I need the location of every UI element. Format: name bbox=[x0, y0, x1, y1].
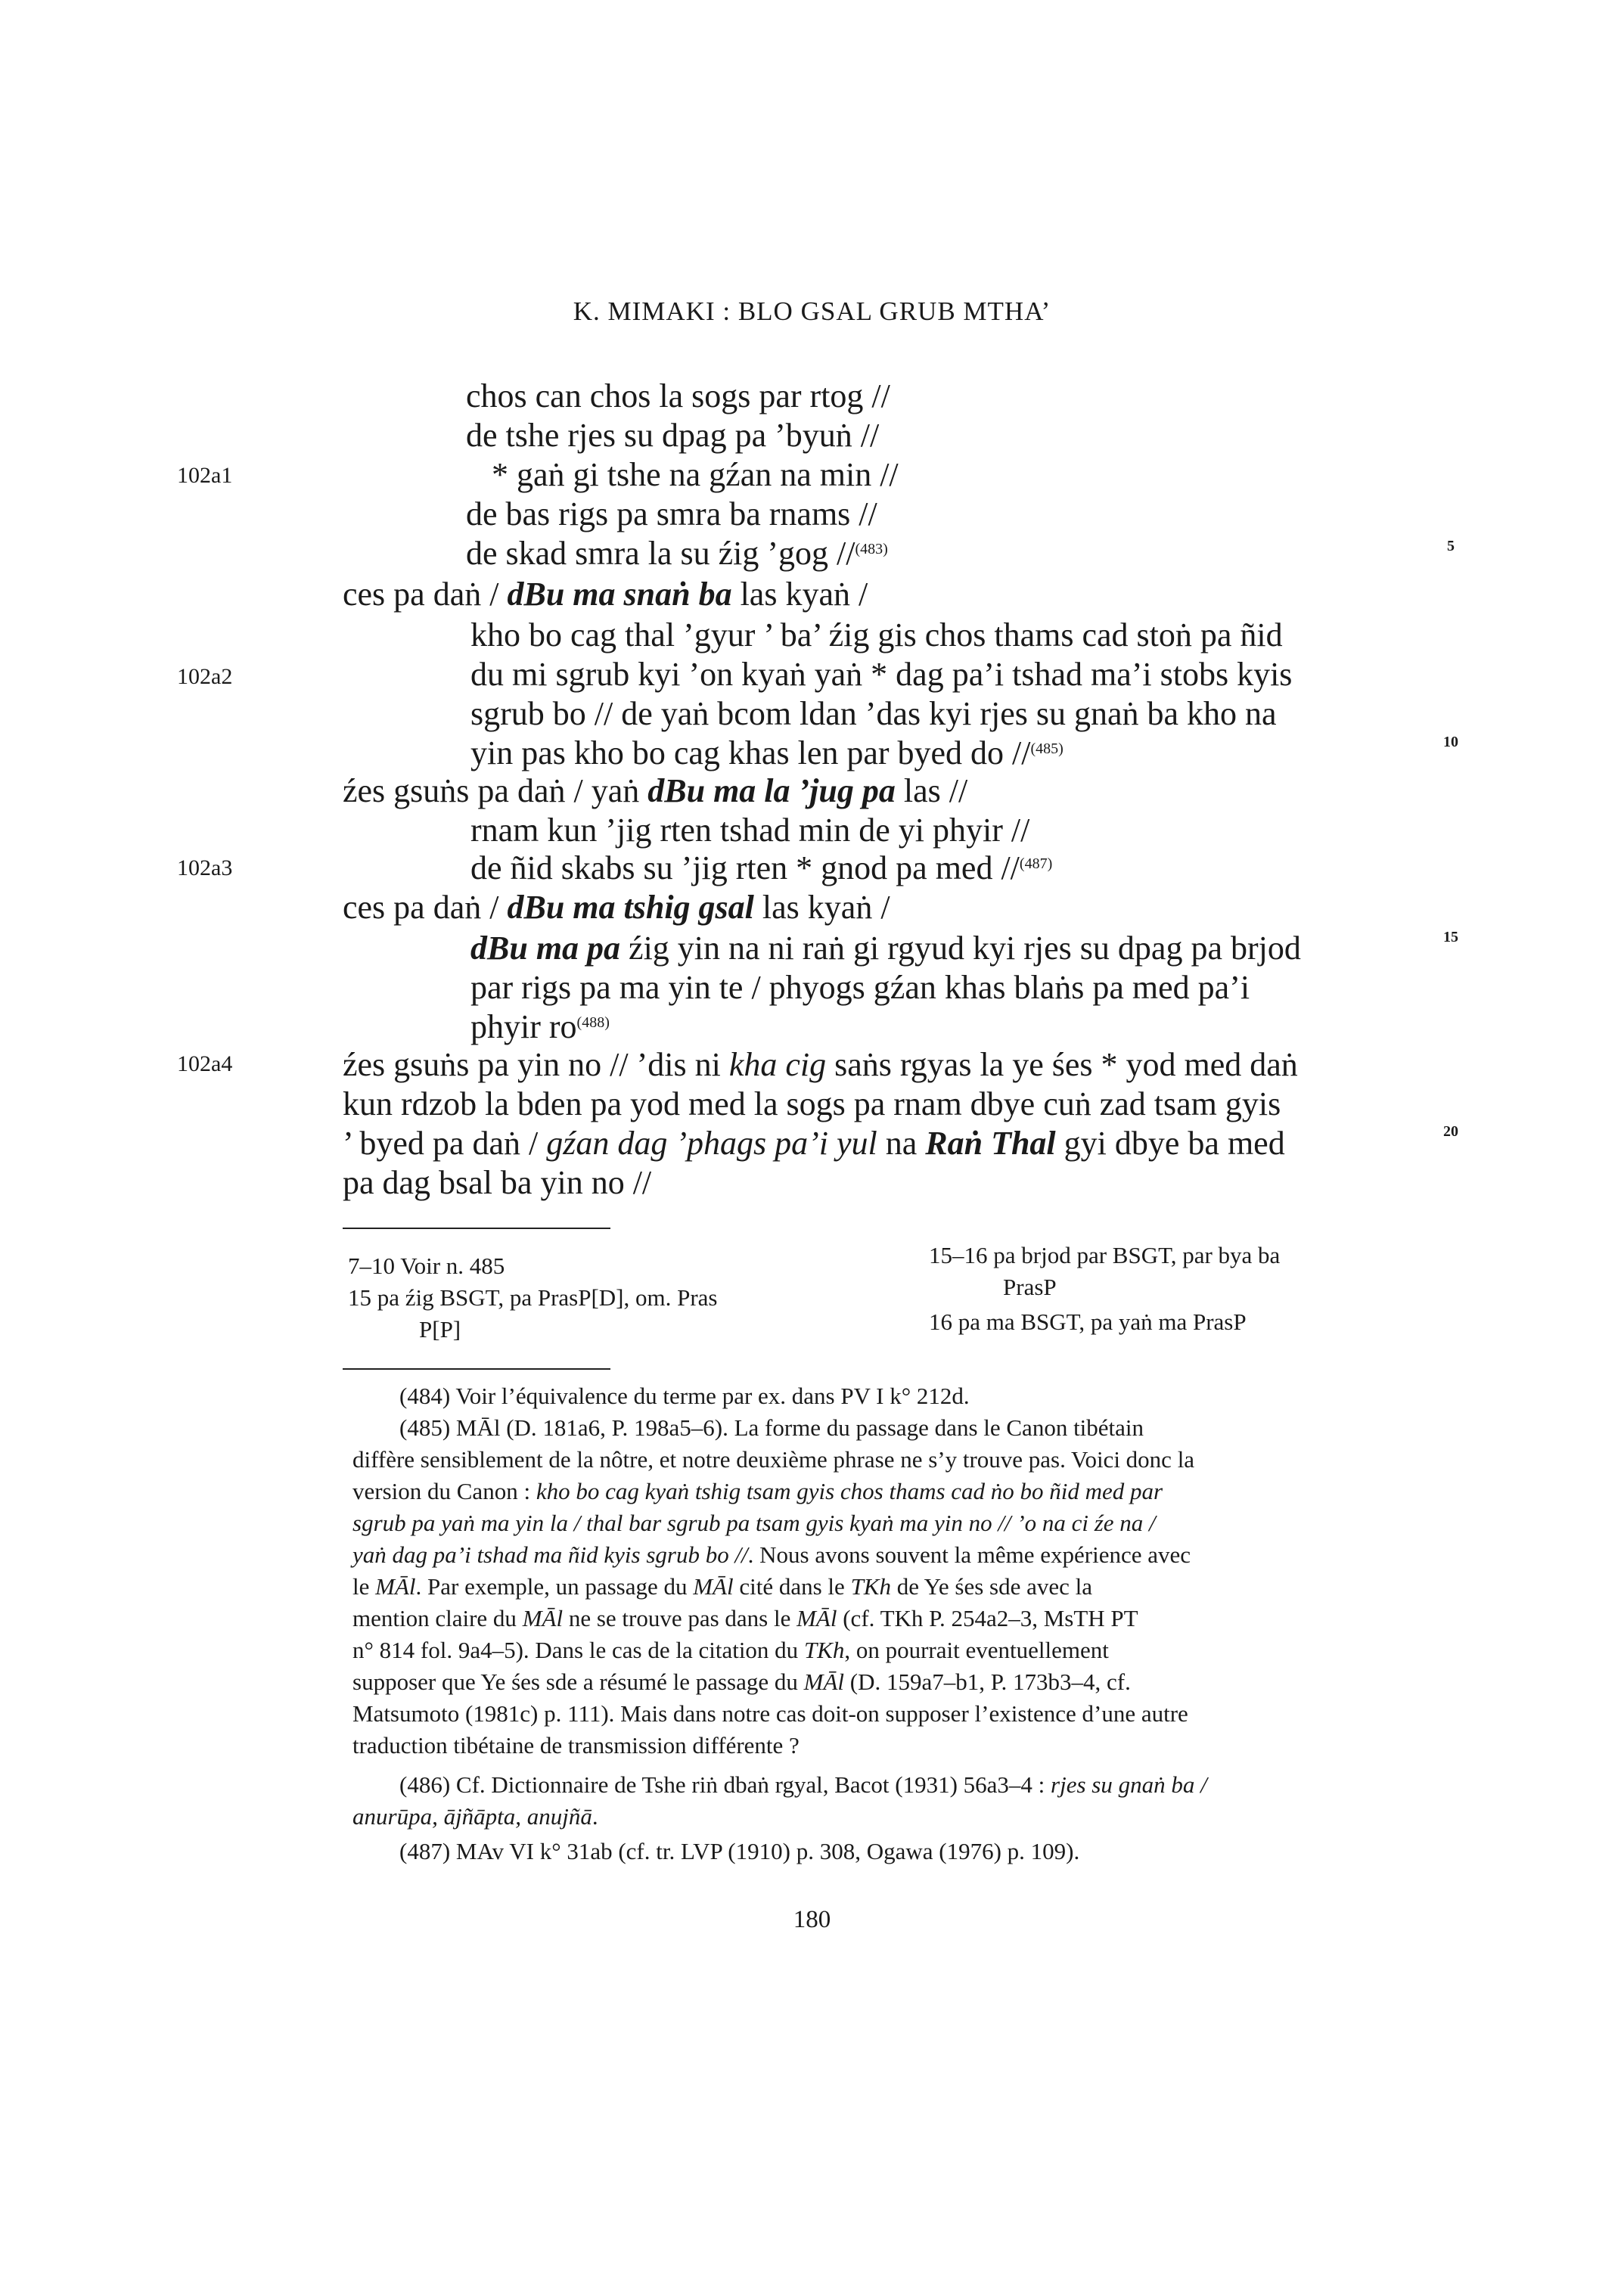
footnote-line: (486) Cf. Dictionnaire de Tshe riṅ dbaṅ rgyal, Bacot (1931) 56a3–4 : rjes su gnaṅ ba / bbox=[399, 1771, 1207, 1798]
text-line: kho bo cag thal ’gyur ’ ba’ źig gis chos thams cad stoṅ pa ñid bbox=[470, 616, 1283, 653]
text-line: dBu ma pa źig yin na ni raṅ gi rgyud kyi rjes su dpag pa brjod bbox=[470, 930, 1301, 967]
footnote-line: le MĀl. Par exemple, un passage du MĀl cité dans le TKh de Ye śes sde avec la bbox=[352, 1573, 1092, 1600]
text-line: kun rdzob la bden pa yod med la sogs pa rnam dbye cuṅ zad tsam gyis bbox=[343, 1085, 1281, 1122]
text-line: * gaṅ gi tshe na gźan na min // bbox=[492, 456, 899, 493]
text-line: par rigs pa ma yin te / phyogs gźan khas blaṅs pa med pa’i bbox=[470, 969, 1250, 1006]
footnote-line: diffère sensiblement de la nôtre, et notre deuxième phrase ne s’y trouve pas. Voici donc la bbox=[352, 1446, 1195, 1473]
text-line: de ñid skabs su ’jig rten * gnod pa med //$^{(487)}$ bbox=[470, 849, 1053, 886]
text-line: du mi sgrub kyi ’on kyaṅ yaṅ * dag pa’i tshad ma’i stobs kyis bbox=[470, 656, 1293, 693]
text-line: chos can chos la sogs par rtog // bbox=[466, 377, 890, 414]
folio-marker: 102a3 bbox=[177, 855, 233, 880]
folio-marker: 102a1 bbox=[177, 463, 233, 488]
text-line: yin pas kho bo cag khas len par byed do //$^{(485)}$ bbox=[470, 734, 1064, 771]
text-line: phyir $ro^{(488)}$ bbox=[470, 1008, 610, 1045]
footnote-rule bbox=[343, 1368, 610, 1370]
apparatus-rule bbox=[343, 1228, 610, 1229]
folio-marker: 102a2 bbox=[177, 664, 233, 689]
footnote-line: sgrub pa yaṅ ma yin la / thal bar sgrub pa tsam gyis kyaṅ ma yin no // ’o na ci źe na / bbox=[352, 1510, 1156, 1536]
apparatus-line: 7–10 Voir n. 485 bbox=[348, 1253, 505, 1279]
apparatus-line: 15–16 pa brjod par BSGT, par bya ba bbox=[929, 1242, 1281, 1268]
line-number: 10 bbox=[1443, 734, 1458, 750]
line-number: 15 bbox=[1443, 929, 1458, 945]
text-line: źes gsuṅs pa yin no // ’dis ni kha cig saṅs rgyas la ye śes * yod med daṅ bbox=[343, 1046, 1298, 1083]
footnote-line: traduction tibétaine de transmission différente ? bbox=[352, 1732, 800, 1759]
footnote-line: (485) MĀl (D. 181a6, P. 198a5–6). La forme du passage dans le Canon tibétain bbox=[399, 1414, 1144, 1441]
apparatus-line: P[P] bbox=[419, 1316, 461, 1343]
line-number: 5 bbox=[1447, 538, 1455, 554]
text-line: ces pa daṅ / dBu ma tshig gsal las kyaṅ / bbox=[343, 889, 890, 926]
footnote-line: yaṅ dag pa’i tshad ma ñid kyis sgrub bo //. Nous avons souvent la même expérience avec bbox=[352, 1541, 1191, 1568]
text-line: źes gsuṅs pa daṅ / yaṅ dBu ma la ’jug pa las // bbox=[343, 772, 968, 809]
folio-marker: 102a4 bbox=[177, 1051, 233, 1076]
footnote-line: supposer que Ye śes sde a résumé le passage du MĀl (D. 159a7–b1, P. 173b3–4, cf. bbox=[352, 1669, 1131, 1695]
text-line: de tshe rjes su dpag pa ’byuṅ // bbox=[466, 417, 880, 454]
running-head: K. MIMAKI : BLO GSAL GRUB MTHA’ bbox=[573, 296, 1051, 326]
text-line: rnam kun ’jig rten tshad min de yi phyir // bbox=[470, 812, 1030, 849]
footnote-line: anurūpa, ājñāpta, anujñā. bbox=[352, 1803, 598, 1830]
text-line: sgrub bo // de yaṅ bcom ldan ’das kyi rjes su gnaṅ ba kho na bbox=[470, 695, 1277, 732]
footnote-line: (484) Voir l’équivalence du terme par ex. dans PV I k° 212d. bbox=[399, 1383, 970, 1409]
apparatus-line: PrasP bbox=[1003, 1274, 1057, 1300]
footnote-line: version du Canon : kho bo cag kyaṅ tshig tsam gyis chos thams cad ṅo bo ñid med par bbox=[352, 1478, 1163, 1504]
text-line: de bas rigs pa smra ba rnams // bbox=[466, 495, 877, 532]
apparatus-line: 15 pa źig BSGT, pa PrasP[D], om. Pras bbox=[348, 1284, 718, 1311]
footnote-line: Matsumoto (1981c) p. 111). Mais dans notre cas doit-on supposer l’existence d’une autre bbox=[352, 1700, 1188, 1727]
text-line: de skad smra la su źig ’gog //$^{(483)}$ bbox=[466, 535, 888, 572]
footnote-line: (487) MAv VI k° 31ab (cf. tr. LVP (1910) p. 308, Ogawa (1976) p. 109). bbox=[399, 1838, 1080, 1864]
text-line: ces pa daṅ / dBu ma snaṅ ba las kyaṅ / bbox=[343, 576, 868, 613]
footnote-line: mention claire du MĀl ne se trouve pas dans le MĀl (cf. TKh P. 254a2–3, MsTH PT bbox=[352, 1605, 1138, 1631]
apparatus-line: 16 pa ma BSGT, pa yaṅ ma PrasP bbox=[929, 1308, 1247, 1335]
footnote-line: n° 814 fol. 9a4–5). Dans le cas de la citation du TKh, on pourrait eventuellement bbox=[352, 1637, 1109, 1663]
text-line: pa dag bsal ba yin no // bbox=[343, 1164, 652, 1201]
page-number: 180 bbox=[793, 1906, 831, 1933]
text-line: ’ byed pa daṅ / gźan dag ’phags pa’i yul na Raṅ Thal gyi dbye ba med bbox=[343, 1125, 1285, 1162]
line-number: 20 bbox=[1443, 1123, 1458, 1140]
